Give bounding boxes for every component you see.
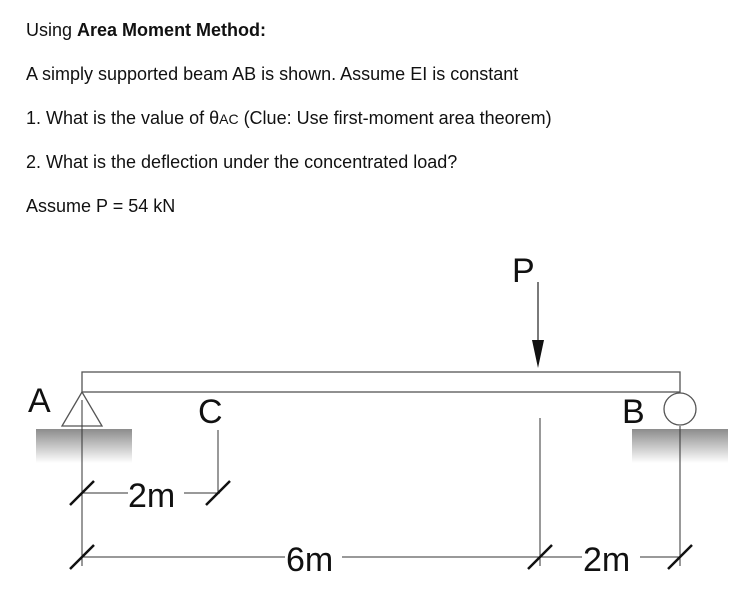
- problem-statement: A simply supported beam AB is shown. Assume EI is constant: [26, 64, 519, 84]
- ground-left: [36, 429, 132, 463]
- intro-prefix: Using: [26, 20, 78, 40]
- dim-ac-label: 2m: [128, 477, 176, 515]
- assumption: Assume P = 54 kN: [26, 196, 176, 216]
- beam: [82, 372, 680, 392]
- support-a-label: A: [28, 382, 51, 420]
- load-label: P: [512, 252, 535, 290]
- dim-a-to-load-label: 6m: [286, 541, 334, 579]
- load-arrowhead: [532, 340, 544, 368]
- question-1-prefix: 1. What is the value of θ: [26, 108, 220, 128]
- support-b-label: B: [622, 393, 645, 431]
- method-title: Area Moment Method:: [77, 20, 267, 40]
- point-c-label: C: [198, 393, 223, 431]
- dim-load-to-b-label: 2m: [583, 541, 631, 579]
- question-1-suffix: (Clue: Use first-moment area theorem): [238, 108, 552, 128]
- roller-support-b: [664, 393, 696, 425]
- theta-subscript: AC: [219, 111, 239, 127]
- question-2: 2. What is the deflection under the concentrated load?: [26, 152, 458, 172]
